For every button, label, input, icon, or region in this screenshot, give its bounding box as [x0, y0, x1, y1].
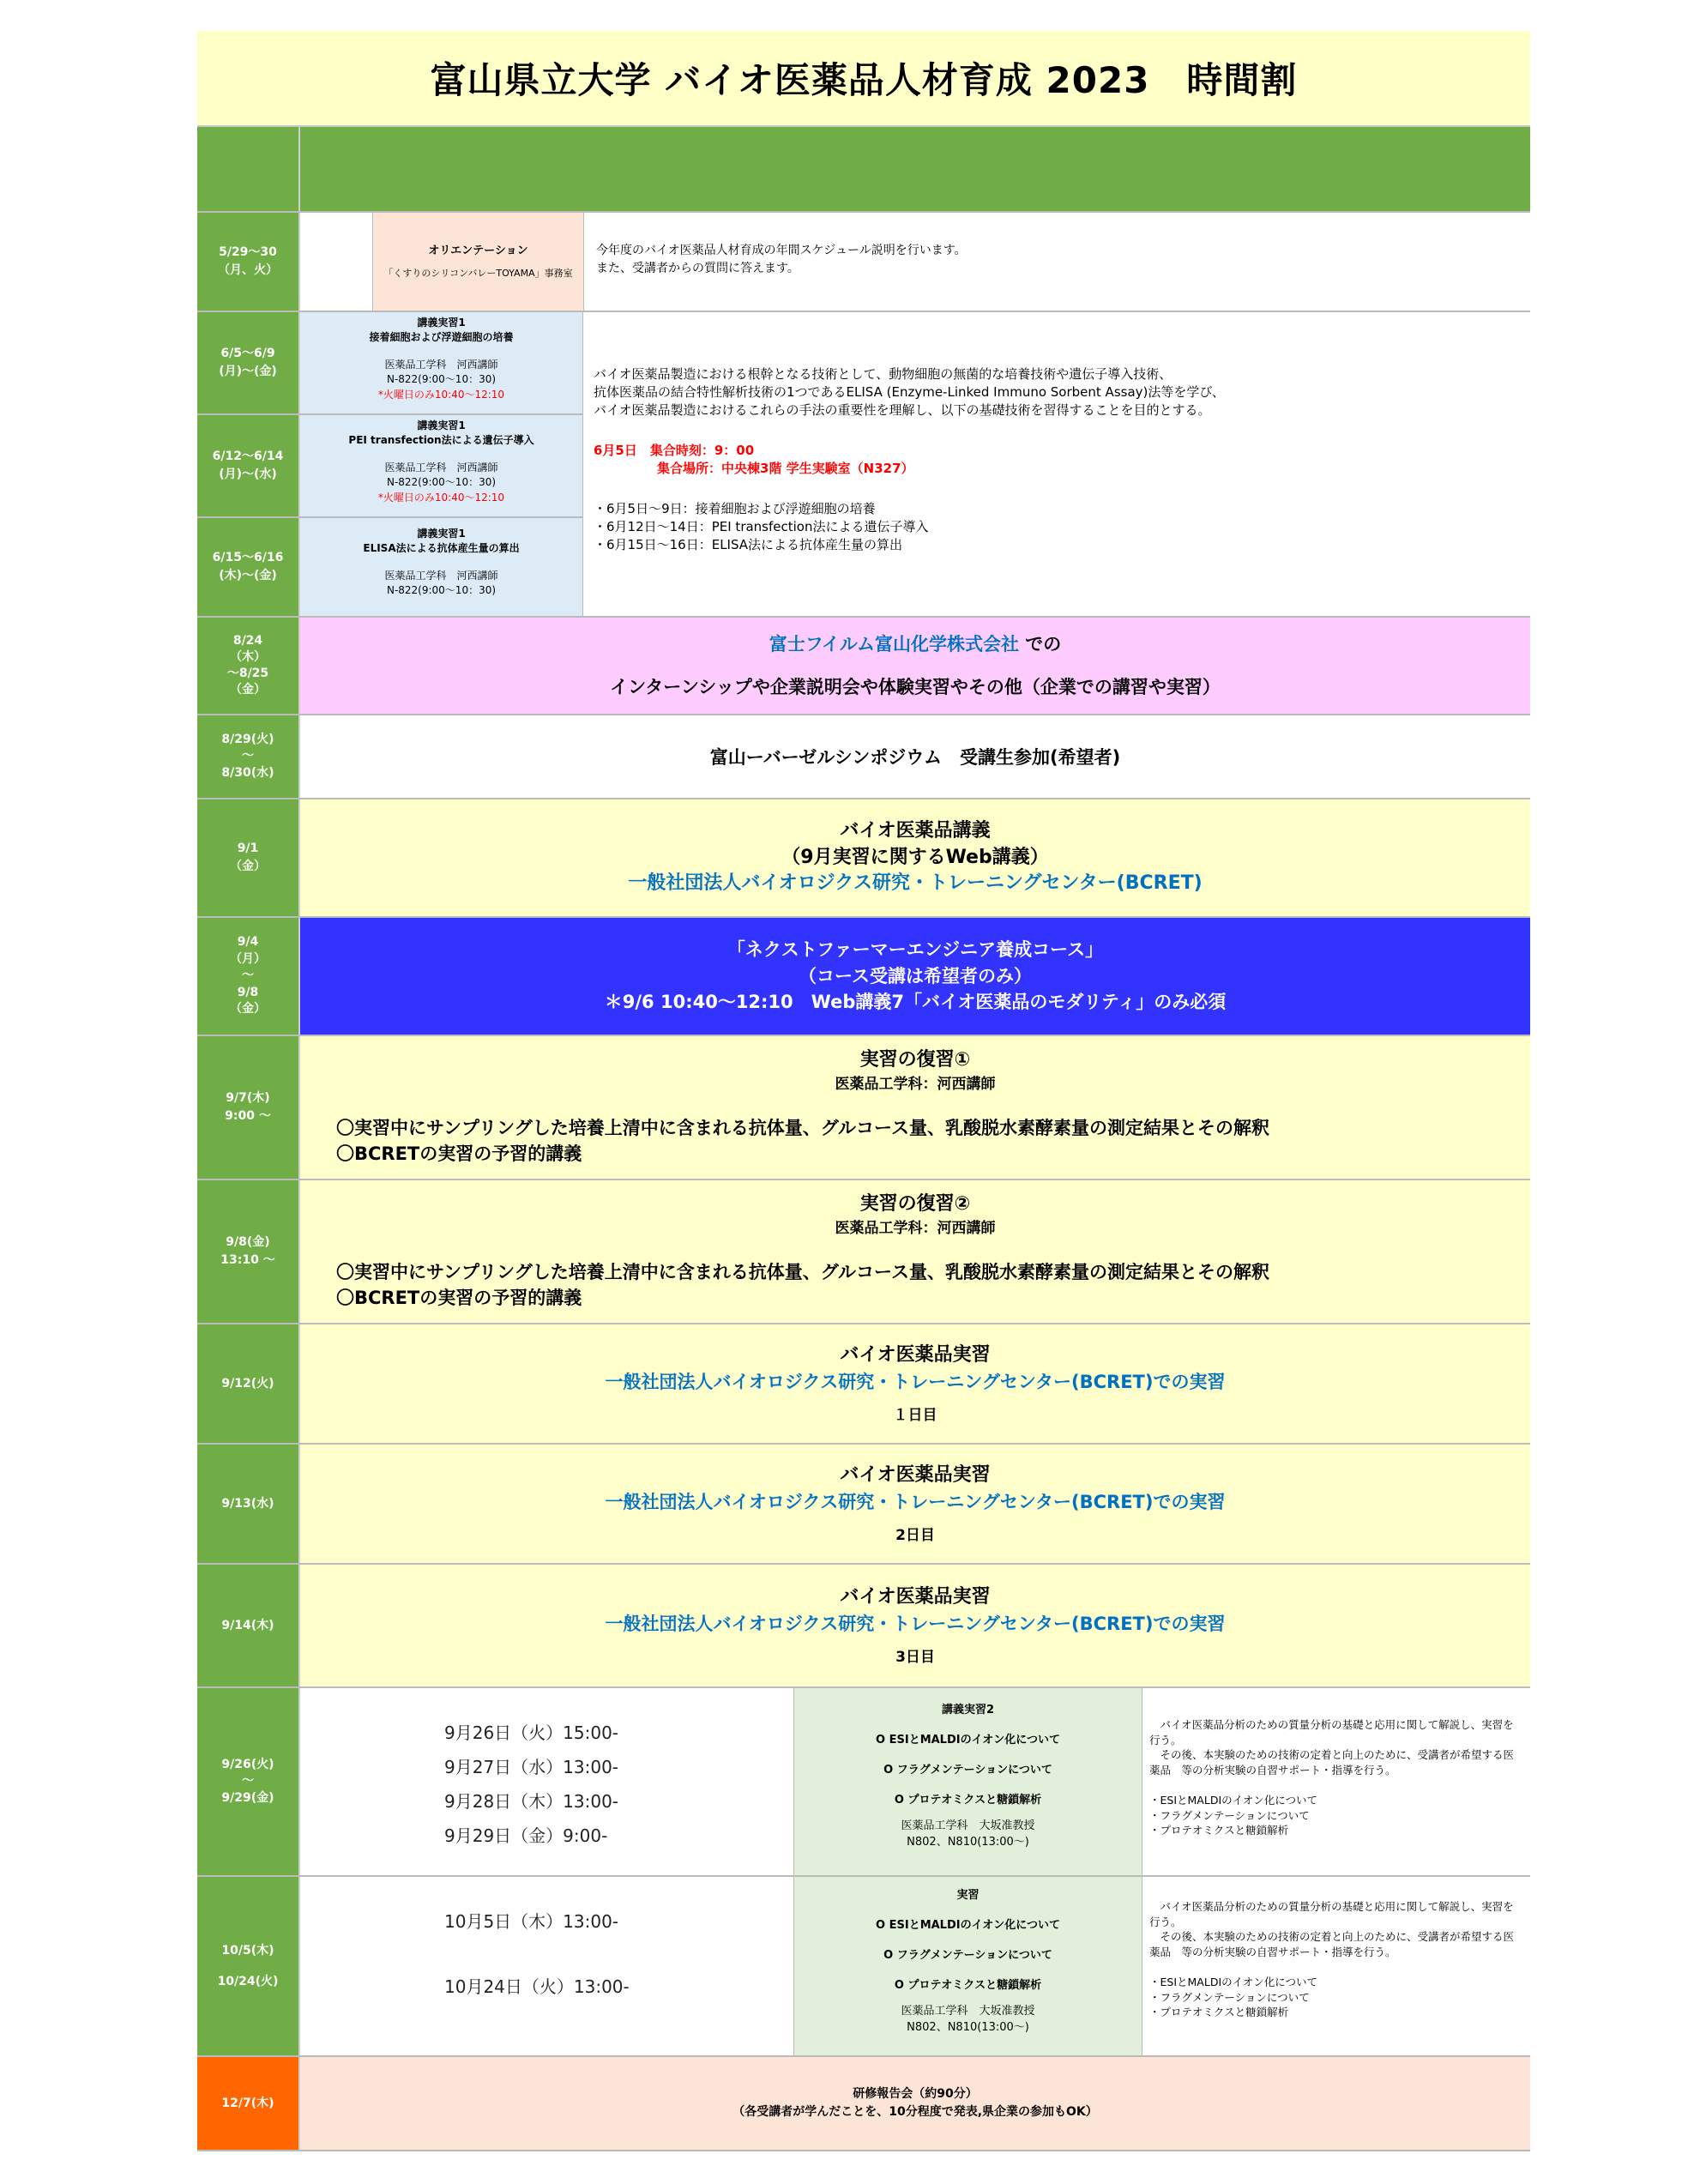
- sub-subtitle: PEI transfection法による遺伝子導入: [348, 434, 534, 447]
- bcret-org: 一般社団法人バイオロジクス研究・トレーニングセンター(BCRET)での実習: [605, 1492, 1226, 1512]
- list-item: ・フラグメンテーションについて: [1149, 1990, 1310, 2004]
- date-cell: [197, 213, 300, 311]
- nextpharma-content: [300, 918, 1530, 1035]
- topic-item: O プロテオミクスと糖鎖解析: [894, 1794, 1042, 1807]
- sub-lecturer: 医薬品工学科 河西講師: [384, 569, 498, 582]
- date-line: 9/4: [237, 935, 259, 950]
- practice1-sub-info: [300, 518, 583, 616]
- company-suffix: での: [1025, 633, 1062, 655]
- desc-line: その後、本実験のための技術の定着と向上のために、受講者が希望する医薬品 等の分析実験の自習サポート・指導を行う。: [1149, 1748, 1515, 1777]
- date-line: 6/12〜6/14: [212, 449, 284, 463]
- row-symposium: [197, 715, 1530, 799]
- date-line: 6/15〜6/16: [212, 551, 284, 564]
- date-line: 〜8/25: [226, 667, 269, 680]
- list-item: ・プロテオミクスと糖鎖解析: [1149, 1824, 1289, 1837]
- orientation-content: [300, 213, 1530, 311]
- practice3-schedule: [300, 1877, 794, 2055]
- row-bcret-day1: [197, 1324, 1530, 1445]
- bcret-day: １日目: [893, 1406, 937, 1424]
- symposium-text: 富山ーバーゼルシンポジウム 受講生参加(希望者): [709, 747, 1121, 768]
- topic-item: O プロテオミクスと糖鎖解析: [894, 1979, 1042, 1993]
- sub-lecturer: 医薬品工学科 河西講師: [384, 461, 498, 474]
- bcret-day: 3日目: [895, 1648, 935, 1666]
- page-title: 富山県立大学 バイオ医薬品人材育成 2023 時間割: [197, 31, 1530, 127]
- date-line: （金）: [230, 860, 266, 873]
- practice1-sub-1: [197, 415, 583, 518]
- orientation-title: オリエンテーション: [428, 244, 528, 257]
- header-row: [197, 127, 1530, 213]
- bcret-content: [300, 1445, 1530, 1563]
- sub-room: N-822(9:00〜10：30): [386, 373, 497, 386]
- date-cell: [197, 415, 300, 516]
- practice1-sub-list: [197, 312, 583, 616]
- meeting-place: 集合場所：中央棟3階 学生実験室（N327）: [657, 461, 914, 476]
- review-lecturer: 医薬品工学科：河西講師: [835, 1076, 996, 1093]
- date-line: 9/13(水): [221, 1496, 274, 1511]
- bcret-content: [300, 1324, 1530, 1443]
- desc-line: バイオ医薬品製造における根幹となる技術として、動物細胞の無菌的な培養技術や遺伝子導入技術、: [594, 366, 1172, 382]
- date-cell: [197, 799, 300, 916]
- list-item: ・ESIとMALDIのイオン化について: [1149, 1976, 1318, 1988]
- row-practice2: [197, 1688, 1530, 1877]
- schedule-line: 9月26日（火）15:00-: [444, 1722, 619, 1743]
- orientation-org: 「くすりのシリコンバレーTOYAMA」事務室: [383, 268, 573, 280]
- lecture901-content: [300, 799, 1530, 916]
- date-cell: [197, 2057, 300, 2150]
- list-item: ・フラグメンテーションについて: [1149, 1808, 1310, 1822]
- date-cell: [197, 312, 300, 413]
- course-required: ＊9/6 10:40〜12:10 Web講義7「バイオ医薬品のモダリティ」のみ必須: [604, 992, 1227, 1013]
- sub-note: *火曜日のみ10:40〜12:10: [377, 388, 505, 401]
- list-item: ・ESIとMALDIのイオン化について: [1149, 1794, 1318, 1807]
- fujifilm-desc: インターンシップや企業説明会や体験実習やその他（企業での講習や実習）: [610, 677, 1221, 697]
- sub-subtitle: 接着細胞および浮遊細胞の培養: [369, 331, 514, 344]
- desc-line: その後、本実験のための技術の定着と向上のために、受講者が希望する医薬品 等の分析実験の自習サポート・指導を行う。: [1149, 1930, 1515, 1958]
- list-item: ・プロテオミクスと糖鎖解析: [1149, 2006, 1289, 2018]
- review-point: 〇実習中にサンプリングした培養上清中に含まれる抗体量、グルコース量、乳酸脱水素酵素量の測定結果とその解釈: [336, 1262, 1270, 1282]
- date-line: 9/8(金): [226, 1235, 270, 1249]
- date-line: 9/7(木): [226, 1091, 270, 1105]
- review-title: 実習の復習②: [859, 1193, 971, 1215]
- header-date-cell: [197, 127, 300, 211]
- sub-room: N-822(9:00〜10：30): [386, 476, 497, 489]
- practice1-sub-0: [197, 312, 583, 415]
- spacer-cell: [300, 213, 373, 311]
- row-bcret-day2: [197, 1445, 1530, 1565]
- date-line: 〜: [242, 749, 254, 763]
- topics-room: N802、N810(13:00〜): [907, 2020, 1029, 2034]
- practice2-topics: [794, 1688, 1142, 1875]
- date-cell: [197, 518, 300, 616]
- orientation-title-cell: [373, 213, 584, 311]
- date-line: (月)〜(水): [219, 468, 277, 481]
- date-line: 10/5(木): [221, 1943, 274, 1958]
- sub-title: 講義実習1: [417, 528, 466, 540]
- date-line: 〜: [242, 1774, 254, 1789]
- bcret-title: バイオ医薬品実習: [840, 1464, 991, 1486]
- row-nextpharma: [197, 918, 1530, 1036]
- practice2-desc: [1142, 1688, 1530, 1875]
- bcret-content: [300, 1565, 1530, 1686]
- timetable-grid: [197, 127, 1530, 2151]
- timetable-page: [197, 31, 1530, 2151]
- bcret-org: 一般社団法人バイオロジクス研究・トレーニングセンター(BCRET)での実習: [605, 1372, 1226, 1392]
- topic-item: O フラグメンテーションについて: [883, 1764, 1052, 1777]
- bcret-org: 一般社団法人バイオロジクス研究・トレーニングセンター(BCRET)での実習: [605, 1614, 1226, 1634]
- practice2-schedule: [300, 1688, 794, 1875]
- sub-title: 講義実習1: [417, 317, 466, 329]
- review2-content: [300, 1180, 1530, 1323]
- topic-item: O フラグメンテーションについて: [883, 1949, 1052, 1963]
- desc-line: バイオ医薬品分析のための質量分析の基礎と応用に関して解説し、実習を行う。: [1149, 1718, 1514, 1747]
- practice3-topics: [794, 1877, 1142, 2055]
- symposium-content: [300, 715, 1530, 798]
- date-line: 9/29(金): [221, 1790, 274, 1805]
- date-line: 5/29〜30: [219, 245, 277, 259]
- lecture-title: バイオ医薬品講義: [840, 819, 991, 842]
- date-line: （月、火）: [218, 263, 278, 277]
- sub-note: *火曜日のみ10:40〜12:10: [377, 491, 505, 504]
- fujifilm-content: [300, 618, 1530, 714]
- list-item: ・6月15日〜16日：ELISA法による抗体産生量の算出: [594, 537, 903, 552]
- bcret-title: バイオ医薬品実習: [840, 1586, 991, 1608]
- date-line: (月)〜(金): [219, 365, 277, 378]
- desc-line: バイオ医薬品製造におけるこれらの手法の重要性を理解し、以下の基礎技術を習得することを目的とする。: [594, 402, 1211, 418]
- date-line: （金）: [230, 1002, 266, 1017]
- date-line: 13:10 〜: [220, 1253, 275, 1267]
- date-cell: [197, 1180, 300, 1323]
- date-line: 9/26(火): [221, 1757, 274, 1771]
- date-cell: [197, 918, 300, 1035]
- schedule-line: 9月28日（木）13:00-: [444, 1791, 619, 1812]
- row-practice1: [197, 312, 1530, 618]
- row-lecture-901: [197, 799, 1530, 918]
- lecture-org: 一般社団法人バイオロジクス研究・トレーニングセンター(BCRET): [628, 872, 1203, 895]
- lecture-subtitle: （9月実習に関するWeb講義）: [781, 846, 1049, 868]
- date-line: 12/7(木): [221, 2096, 274, 2110]
- practice1-sub-info: [300, 312, 583, 413]
- date-line: 8/24: [232, 634, 263, 649]
- topic-item: O ESIとMALDIのイオン化について: [876, 1919, 1060, 1933]
- date-cell: [197, 1445, 300, 1563]
- date-line: 9/12(火): [221, 1376, 274, 1391]
- date-line: 9/8: [237, 985, 259, 999]
- orientation-desc: [584, 213, 1530, 311]
- review-point: 〇実習中にサンプリングした培養上清中に含まれる抗体量、グルコース量、乳酸脱水素酵素量の測定結果とその解釈: [336, 1118, 1270, 1138]
- date-cell: [197, 1877, 300, 2055]
- date-line: 8/30(水): [221, 765, 274, 780]
- schedule-line: 10月5日（木）13:00-: [444, 1911, 619, 1932]
- schedule-line: 9月27日（水）13:00-: [444, 1757, 619, 1777]
- review1-content: [300, 1036, 1530, 1179]
- desc-line: また、受講者からの質問に答えます。: [596, 262, 799, 275]
- date-line: （月）: [230, 951, 266, 966]
- date-cell: [197, 1688, 300, 1875]
- date-line: 9/14(木): [221, 1618, 274, 1632]
- sub-room: N-822(9:00〜10：30): [386, 584, 497, 597]
- desc-line: 今年度のバイオ医薬品人材育成の年間スケジュール説明を行います。: [596, 244, 967, 257]
- practice1-desc: [583, 312, 1530, 616]
- date-line: 9:00 〜: [225, 1109, 271, 1123]
- sub-title: 講義実習1: [417, 419, 466, 431]
- row-fujifilm: [197, 618, 1530, 715]
- desc-line: 抗体医薬品の結合特性解析技術の1つであるELISA (Enzyme-Linked Immuno Sorbent Assay)法等を学び、: [594, 384, 1225, 400]
- row-bcret-day3: [197, 1565, 1530, 1688]
- review-lecturer: 医薬品工学科：河西講師: [835, 1220, 996, 1237]
- date-line: （金）: [230, 682, 266, 697]
- list-item: ・6月12日〜14日：PEI transfection法による遺伝子導入: [594, 519, 929, 534]
- practice1-sub-info: [300, 415, 583, 516]
- course-note: （コース受講は希望者のみ）: [799, 965, 1032, 986]
- meeting-time: 6月5日 集合時刻：9：00: [594, 443, 755, 458]
- desc-line: バイオ医薬品分析のための質量分析の基礎と応用に関して解説し、実習を行う。: [1149, 1900, 1514, 1928]
- date-cell: [197, 715, 300, 798]
- review-title: 実習の復習①: [859, 1049, 971, 1071]
- report-content: [300, 2057, 1530, 2150]
- bcret-day: 2日目: [895, 1526, 935, 1544]
- topics-room: N802、N810(13:00〜): [907, 1835, 1029, 1849]
- topic-item: O ESIとMALDIのイオン化について: [876, 1734, 1060, 1747]
- course-title: 「ネクストファーマーエンジニア養成コース」: [726, 939, 1104, 961]
- report-title: 研修報告会（約90分）: [853, 2087, 978, 2101]
- row-orientation: [197, 213, 1530, 312]
- row-practice3: [197, 1877, 1530, 2057]
- row-report: [197, 2057, 1530, 2151]
- date-cell: [197, 1324, 300, 1443]
- topics-lecturer: 医薬品工学科 大坂准教授: [901, 2005, 1035, 2018]
- list-item: ・6月5日〜9日：接着細胞および浮遊細胞の培養: [594, 501, 876, 516]
- date-line: 10/24(火): [217, 1975, 279, 1988]
- company-name: 富士フイルム富山化学株式会社: [769, 633, 1019, 655]
- date-line: 6/5〜6/9: [220, 347, 275, 360]
- review-point: 〇BCRETの実習の予習的講義: [336, 1288, 582, 1309]
- review-point: 〇BCRETの実習の予習的講義: [336, 1143, 582, 1165]
- date-line: 〜: [242, 968, 254, 983]
- date-line: 9/1: [237, 842, 259, 855]
- date-cell: [197, 618, 300, 714]
- bcret-title: バイオ医薬品実習: [840, 1344, 991, 1366]
- schedule-line: 10月24日（火）13:00-: [444, 1976, 630, 1997]
- row-review1: [197, 1036, 1530, 1180]
- practice3-desc: [1142, 1877, 1530, 2055]
- header-content-cell: [300, 127, 1530, 211]
- row-review2: [197, 1180, 1530, 1324]
- topics-title: 実習: [956, 1889, 980, 1902]
- topics-title: 講義実習2: [941, 1704, 995, 1716]
- date-line: 8/29(火): [221, 732, 274, 746]
- sub-lecturer: 医薬品工学科 河西講師: [384, 358, 498, 371]
- report-note: （各受講者が学んだことを、10分程度で発表,県企業の参加もOK）: [732, 2105, 1098, 2119]
- date-line: （木）: [230, 650, 266, 665]
- topics-lecturer: 医薬品工学科 大坂准教授: [901, 1819, 1035, 1833]
- schedule-line: 9月29日（金）9:00-: [444, 1825, 608, 1846]
- sub-subtitle: ELISA法による抗体産生量の算出: [363, 542, 520, 555]
- date-line: (木)〜(金): [219, 569, 277, 582]
- practice2-content: [300, 1688, 1530, 1875]
- practice3-content: [300, 1877, 1530, 2055]
- date-cell: [197, 1036, 300, 1179]
- practice1-sub-2: [197, 518, 583, 616]
- date-cell: [197, 1565, 300, 1686]
